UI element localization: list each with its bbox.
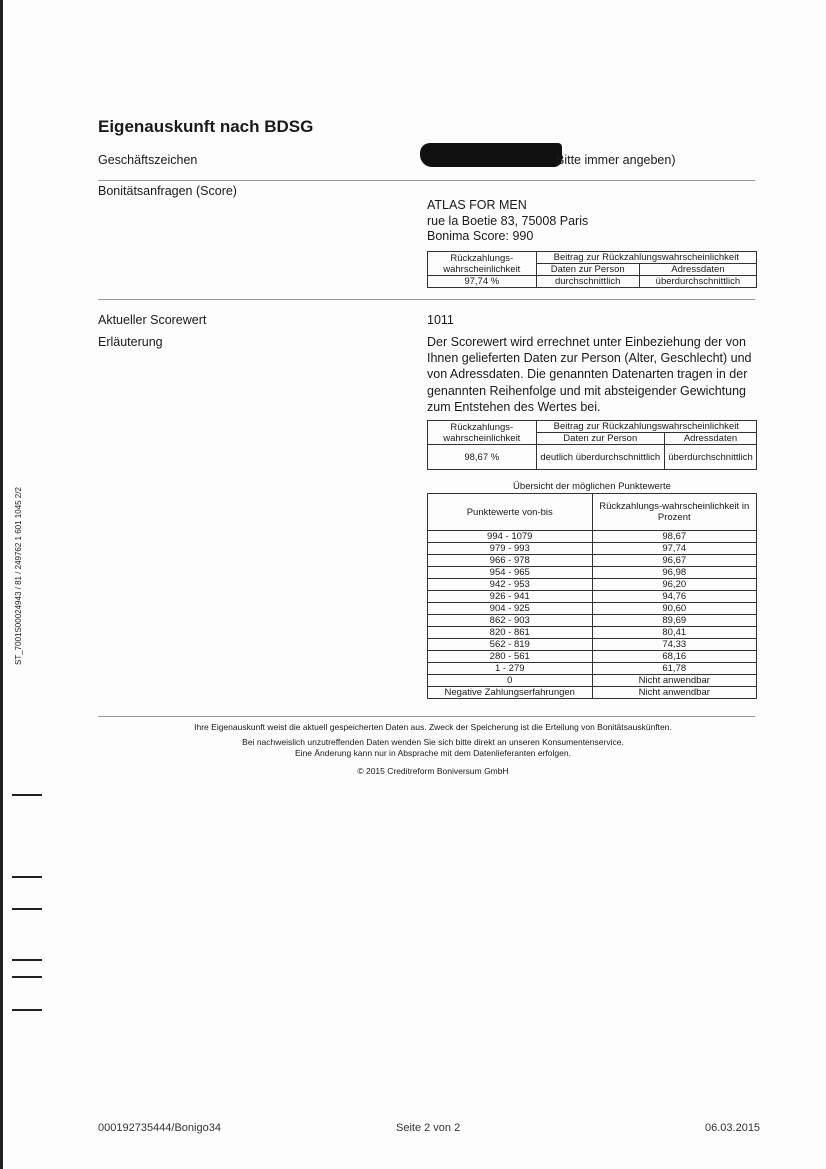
current-score-table: [427, 420, 757, 470]
probability-cell: 96,20: [592, 579, 757, 591]
copyright: © 2015 Creditreform Boniversum GmbH: [357, 766, 509, 776]
divider: [98, 299, 755, 300]
points-range-cell: 904 - 925: [428, 603, 593, 615]
probability-cell: 98,67: [592, 531, 757, 543]
table-row: [428, 639, 757, 651]
overview-table: [427, 493, 757, 699]
probability-cell: Nicht anwendbar: [592, 675, 757, 687]
address-cell: überdurchschnittlich: [639, 276, 756, 288]
table-row: [428, 603, 757, 615]
explanation-label: Erläuterung: [98, 335, 163, 349]
footer-line-2: Bei nachweislich unzutreffenden Daten wenden Sie sich bitte direkt an unseren Konsumentenservice.: [242, 737, 624, 747]
col-header: Punktewerte von-bis: [428, 494, 593, 531]
current-score-label: Aktueller Scorewert: [98, 313, 207, 327]
footer-line-1: Ihre Eigenauskunft weist die aktuell gespeicherten Daten aus. Zweck der Speicherung ist die Erteilung von Bonitätsauskünften.: [194, 722, 672, 732]
inquiry-company: ATLAS FOR MEN: [427, 198, 527, 212]
table-row: [428, 567, 757, 579]
points-range-cell: 979 - 993: [428, 543, 593, 555]
omr-mark: [12, 959, 42, 961]
points-range-cell: 994 - 1079: [428, 531, 593, 543]
points-range-cell: 862 - 903: [428, 615, 593, 627]
page-number: Seite 2 von 2: [396, 1122, 461, 1134]
table-row: [428, 543, 757, 555]
page-title: Eigenauskunft nach BDSG: [98, 117, 314, 136]
probability-cell: 61,78: [592, 663, 757, 675]
side-code: ST_7001S00024943 / 81 / 249762 1 601 1045 2/2: [14, 487, 23, 665]
probability-cell: 68,16: [592, 651, 757, 663]
divider: [98, 716, 755, 717]
document-date: 06.03.2015: [705, 1122, 761, 1134]
inquiry-score: Bonima Score: 990: [427, 229, 534, 243]
probability-cell: 96,98: [592, 567, 757, 579]
redacted-reference: [420, 143, 562, 167]
col-header: Rückzahlungs-wahrscheinlichkeit: [428, 252, 537, 276]
table-row: [428, 591, 757, 603]
table-row: [428, 651, 757, 663]
document-id: 000192735444/Bonigo34: [98, 1122, 221, 1134]
table-row: [428, 627, 757, 639]
omr-mark: [12, 1009, 42, 1011]
probability-cell: 80,41: [592, 627, 757, 639]
inquiries-label: Bonitätsanfragen (Score): [98, 184, 237, 198]
probability-cell: 96,67: [592, 555, 757, 567]
col-header: Adressdaten: [639, 264, 756, 276]
scan-edge: [0, 0, 3, 1169]
points-range-cell: 562 - 819: [428, 639, 593, 651]
inquiry-score-table: [427, 251, 757, 288]
inquiry-address: rue la Boetie 83, 75008 Paris: [427, 214, 589, 228]
col-header: Rückzahlungs-wahrscheinlichkeit in Prozent: [592, 494, 757, 531]
points-range-cell: 1 - 279: [428, 663, 593, 675]
current-score-value: 1011: [427, 313, 454, 327]
probability-cell: 90,60: [592, 603, 757, 615]
points-range-cell: 926 - 941: [428, 591, 593, 603]
group-header: Beitrag zur Rückzahlungswahrscheinlichkeit: [536, 252, 756, 264]
explanation-text: Der Scorewert wird errechnet unter Einbeziehung der von Ihnen gelieferten Daten zur Person (Alter, Geschlecht) und von Adressdaten. Die genannten Datenarten tragen in der genannten Reihenfolge und mit absteigender Gewichtung zum Entstehen des Wertes bei.: [427, 335, 752, 414]
person-cell: durchschnittlich: [536, 276, 639, 288]
divider: [98, 180, 755, 181]
probability-cell: 97,74 %: [428, 276, 537, 288]
reference-note: Bitte immer angeben): [556, 153, 676, 167]
probability-cell: 97,74: [592, 543, 757, 555]
probability-cell: 94,76: [592, 591, 757, 603]
points-range-cell: Negative Zahlungserfahrungen: [428, 687, 593, 699]
footer-line-3: Eine Änderung kann nur in Absprache mit dem Datenlieferanten erfolgen.: [295, 748, 571, 758]
table-row: [428, 663, 757, 675]
probability-cell: 74,33: [592, 639, 757, 651]
reference-label: Geschäftszeichen: [98, 153, 198, 167]
points-range-cell: 0: [428, 675, 593, 687]
omr-mark: [12, 794, 42, 796]
points-range-cell: 820 - 861: [428, 627, 593, 639]
points-range-cell: 966 - 978: [428, 555, 593, 567]
col-header: Adressdaten: [664, 433, 756, 445]
omr-mark: [12, 908, 42, 910]
points-range-cell: 942 - 953: [428, 579, 593, 591]
address-cell: überdurchschnittlich: [664, 445, 756, 470]
probability-cell: 89,69: [592, 615, 757, 627]
table-row: [428, 579, 757, 591]
omr-mark: [12, 976, 42, 978]
table-row: [428, 615, 757, 627]
table-row: [428, 555, 757, 567]
probability-cell: 98,67 %: [428, 445, 537, 470]
overview-title: Übersicht der möglichen Punktewerte: [513, 481, 671, 492]
table-row: [428, 675, 757, 687]
group-header: Beitrag zur Rückzahlungswahrscheinlichkeit: [536, 421, 756, 433]
table-row: [428, 687, 757, 699]
person-cell: deutlich überdurchschnittlich: [536, 445, 664, 470]
points-range-cell: 280 - 561: [428, 651, 593, 663]
col-header: Rückzahlungs-wahrscheinlichkeit: [428, 421, 537, 445]
table-row: [428, 531, 757, 543]
omr-mark: [12, 876, 42, 878]
col-header: Daten zur Person: [536, 433, 664, 445]
points-range-cell: 954 - 965: [428, 567, 593, 579]
col-header: Daten zur Person: [536, 264, 639, 276]
probability-cell: Nicht anwendbar: [592, 687, 757, 699]
